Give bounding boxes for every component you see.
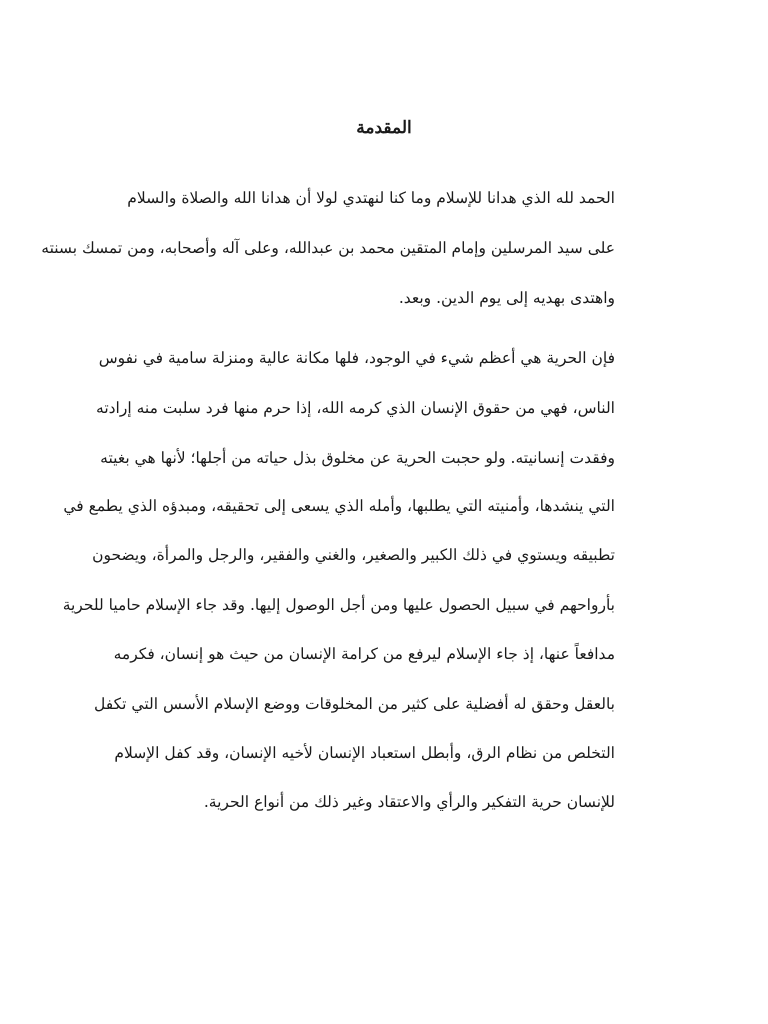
text-line: التي ينشدها، وأمنيته التي يطلبها، وأمله الذي يسعى إلى تحقيقه، ومبدؤه الذي يطمع في xyxy=(63,497,615,515)
text-line: واهتدى بهديه إلى يوم الدين. وبعد. xyxy=(398,289,615,307)
text-line: للإنسان حرية التفكير والرأي والاعتقاد وغير ذلك من أنواع الحرية. xyxy=(203,793,615,811)
text-line: تطبيقه ويستوي في ذلك الكبير والصغير، والغني والفقير، والرجل والمرأة، ويضحون xyxy=(92,546,615,564)
text-line: وفقدت إنسانيته. ولو حجبت الحرية عن مخلوق بذل حياته من أجلها؛ لأنها هي بغيته xyxy=(100,449,615,467)
text-line: مدافعاً عنها، إذ جاء الإسلام ليرفع من كرامة الإنسان من حيث هو إنسان، فكرمه xyxy=(113,645,615,663)
text-line: فإن الحرية هي أعظم شيء في الوجود، فلها مكانة عالية ومنزلة سامية في نفوس xyxy=(98,349,615,367)
text-line: بالعقل وحقق له أفضلية على كثير من المخلوقات ووضع الإسلام الأسس التي تكفل xyxy=(94,695,615,713)
text-line: بأرواحهم في سبيل الحصول عليها ومن أجل الوصول إليها. وقد جاء الإسلام حاميا للحرية xyxy=(62,596,615,614)
text-line: الحمد لله الذي هدانا للإسلام وما كنا لنهتدي لولا أن هدانا الله والصلاة والسلام xyxy=(127,189,615,207)
text-line: الناس، فهي من حقوق الإنسان الذي كرمه الله، إذا حرم منها فرد سلبت منه إرادته xyxy=(96,399,615,417)
text-line: التخلص من نظام الرق، وأبطل استعباد الإنسان لأخيه الإنسان، وقد كفل الإسلام xyxy=(114,744,615,762)
page-title: المقدمة xyxy=(356,118,412,138)
text-line: على سيد المرسلين وإمام المتقين محمد بن عبدالله، وعلى آله وأصحابه، ومن تمسك بسنته xyxy=(41,239,615,257)
